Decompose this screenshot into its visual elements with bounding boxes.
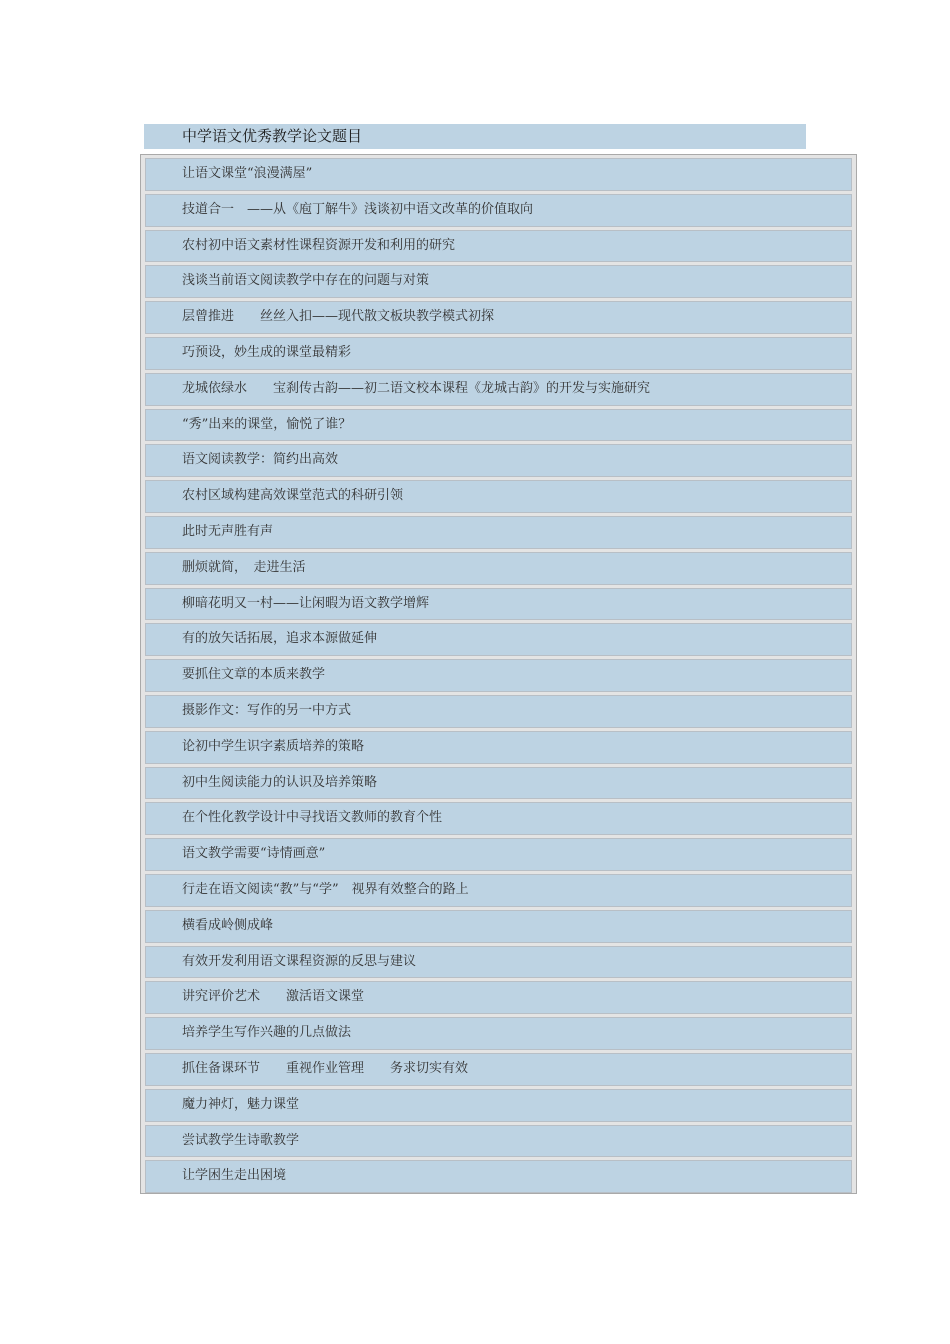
- list-item: 在个性化教学设计中寻找语文教师的教育个性: [145, 802, 852, 835]
- list-item: “秀”出来的课堂，愉悦了谁？: [145, 409, 852, 442]
- list-container: [145, 158, 852, 1193]
- list-item: 讲究评价艺术 激活语文课堂: [145, 981, 852, 1014]
- list-item: 柳暗花明又一村——让闲暇为语文教学增辉: [145, 588, 852, 621]
- list-item: 此时无声胜有声: [145, 516, 852, 549]
- list-item: 论初中学生识字素质培养的策略: [145, 731, 852, 764]
- list-item: 横看成岭侧成峰: [145, 910, 852, 943]
- list-item: 龙城依绿水 宝刹传古韵——初二语文校本课程《龙城古韵》的开发与实施研究: [145, 373, 852, 406]
- list-item: 巧预设，妙生成的课堂最精彩: [145, 337, 852, 370]
- list-item: 农村区域构建高效课堂范式的科研引领: [145, 480, 852, 513]
- list-item: 行走在语文阅读“教”与“学” 视界有效整合的路上: [145, 874, 852, 907]
- list-item: 要抓住文章的本质来教学: [145, 659, 852, 692]
- list-item: 浅谈当前语文阅读教学中存在的问题与对策: [145, 265, 852, 298]
- list-item: 语文阅读教学：简约出高效: [145, 444, 852, 477]
- list-item: 尝试教学生诗歌教学: [145, 1125, 852, 1158]
- list-item: 让语文课堂“浪漫满屋”: [145, 158, 852, 191]
- paper-title-list: [140, 154, 857, 1194]
- list-item: 摄影作文：写作的另一中方式: [145, 695, 852, 728]
- list-item: 初中生阅读能力的认识及培养策略: [145, 767, 852, 800]
- list-item: 有效开发利用语文课程资源的反思与建议: [145, 946, 852, 979]
- list-item: 删烦就简， 走进生活: [145, 552, 852, 585]
- page-title: 中学语文优秀教学论文题目: [144, 124, 806, 149]
- list-item: 抓住备课环节 重视作业管理 务求切实有效: [145, 1053, 852, 1086]
- list-item: 农村初中语文素材性课程资源开发和利用的研究: [145, 230, 852, 263]
- list-item: 技道合一 ——从《庖丁解牛》浅谈初中语文改革的价值取向: [145, 194, 852, 227]
- list-item: 培养学生写作兴趣的几点做法: [145, 1017, 852, 1050]
- list-item: 有的放矢话拓展，追求本源做延伸: [145, 623, 852, 656]
- list-item: 魔力神灯，魅力课堂: [145, 1089, 852, 1122]
- list-item: 让学困生走出困境: [145, 1160, 852, 1193]
- list-item: 语文教学需要“诗情画意”: [145, 838, 852, 871]
- list-item: 层曾推进 丝丝入扣——现代散文板块教学模式初探: [145, 301, 852, 334]
